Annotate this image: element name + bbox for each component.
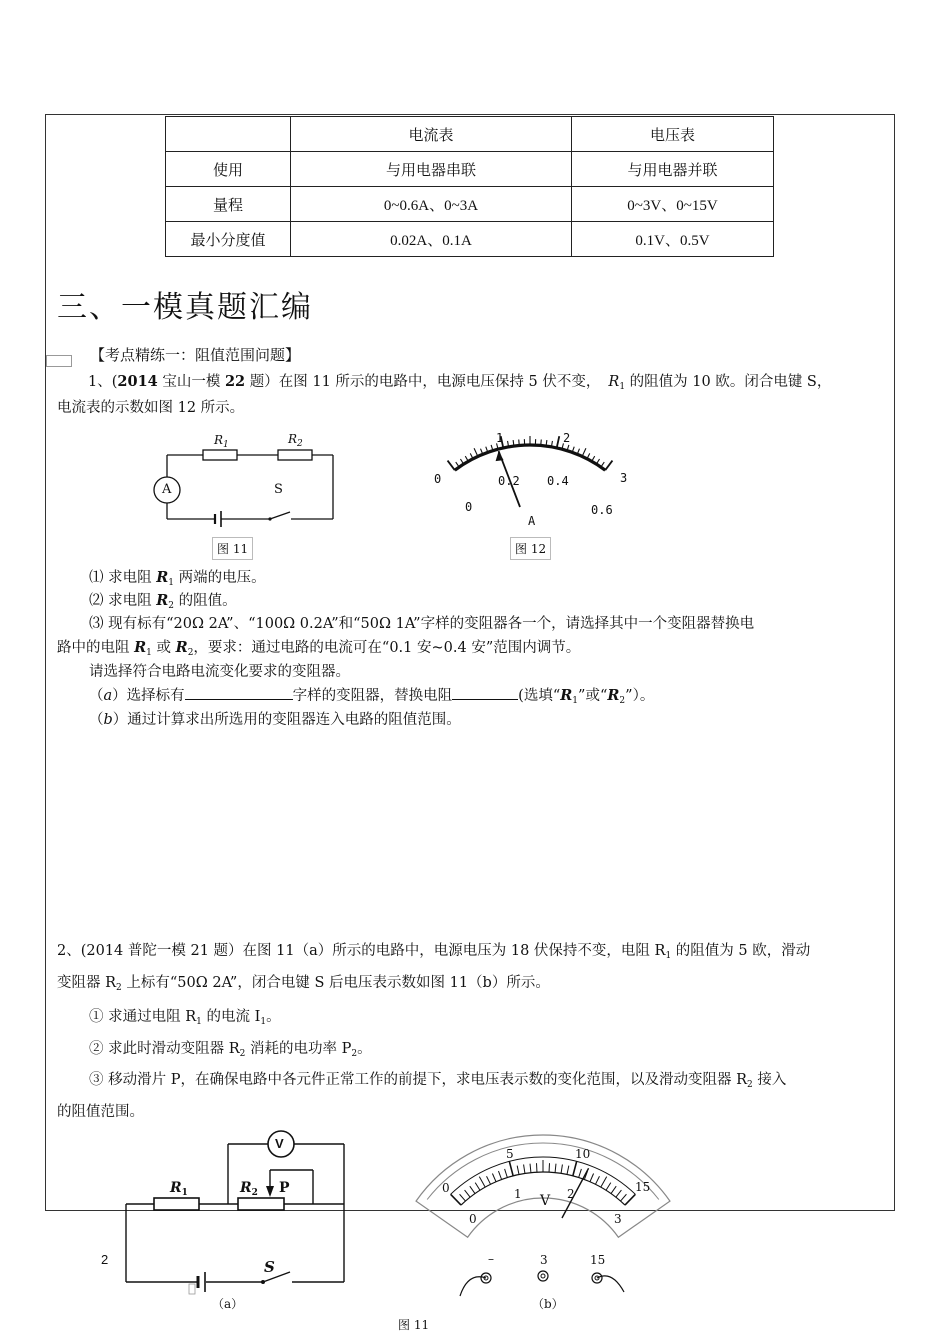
r1-label: $R_1$ — [214, 433, 229, 450]
table-cell: 0~0.6A、0~3A — [291, 187, 572, 222]
dial12-unit: A — [528, 514, 536, 528]
dial12-label-1: 1 — [496, 431, 504, 445]
dialv-unit: V — [540, 1193, 551, 1209]
q2-voltmeter-label: V — [275, 1136, 284, 1151]
q1-part2: ⑵ 求电阻 $R_2$ 的阻值。 — [89, 592, 237, 611]
dial12-label-zero-low: 0 — [465, 500, 473, 514]
q1-part3-line1: ⑶ 现有标有“20Ω 2A”、“100Ω 0.2A”和“50Ω 1A”字样的变阻器各一个，请选择其中一个变阻器替换电 — [89, 616, 755, 632]
dialv-tick — [595, 1176, 599, 1184]
dialv-tick — [498, 1171, 501, 1179]
dialv-wire-right — [597, 1276, 624, 1292]
dial12-label-06: 0.6 — [591, 503, 613, 517]
terminal-negative-label: – — [488, 1252, 494, 1266]
dialv-upper-5: 5 — [506, 1147, 514, 1161]
dial12-label-0: 0 — [434, 472, 442, 486]
q2-line2: 变阻器 $R_2$ 上标有“50Ω 2A”，闭合电键 S 后电压表示数如图 11（b）所示。 — [57, 975, 550, 993]
q1-part-b: （b）通过计算求出所选用的变阻器连入电路的阻值范围。 — [89, 712, 461, 728]
dialv-tick — [625, 1194, 635, 1205]
section-title: 三、一模真题汇编 — [57, 290, 313, 325]
dialv-tick — [460, 1194, 466, 1201]
q1-part3-line3: 请选择符合电路电流变化要求的变阻器。 — [89, 664, 350, 680]
dialv-lower-3: 3 — [614, 1212, 622, 1226]
table-cell: 最小分度值 — [166, 222, 291, 257]
table-header-cell: 电压表 — [572, 117, 774, 152]
terminal-3-label: 3 — [540, 1253, 548, 1267]
dialv-terminal-core — [541, 1274, 545, 1278]
dial12-label-04: 0.4 — [547, 474, 569, 488]
r2-label: $R_2$ — [288, 432, 303, 449]
dialv-tick — [492, 1174, 496, 1182]
q2-part2: ② 求此时滑动变阻器 $R_2$ 消耗的电功率 $P_2$。 — [89, 1041, 372, 1059]
dialv-tick — [621, 1194, 627, 1201]
q2-fig-caption: 图 11 — [398, 1318, 430, 1332]
q2-part1: ① 求通过电阻 $R_1$ 的电流 $I_1$。 — [89, 1009, 281, 1027]
q2-r1-label: $R_1$ — [170, 1180, 188, 1198]
dialv-tick — [601, 1177, 607, 1187]
dialv-needle — [562, 1168, 589, 1218]
q2-line1: 2、(2014 普陀一模 21 题）在图 11（a）所示的电路中，电源电压为 18 伏保持不变，电阻 $R_1$ 的阻值为 5 欧，滑动 — [57, 943, 811, 961]
q2-figb-caption: （b） — [532, 1297, 564, 1311]
dialv-tick — [487, 1176, 491, 1184]
dialv-tick — [579, 1169, 582, 1178]
dialv-tick — [561, 1164, 562, 1173]
dialv-tick — [590, 1174, 594, 1182]
q2-part3-line2: 的阻值范围。 — [57, 1104, 144, 1120]
dialv-lower-0: 0 — [469, 1212, 477, 1226]
q2-r2-label: $R_2$ — [240, 1180, 258, 1198]
dialv-tick — [611, 1186, 616, 1193]
terminal-15-label: 15 — [590, 1253, 606, 1267]
dialv-tick — [479, 1177, 485, 1187]
dialv-tick — [475, 1183, 480, 1191]
dialv-tick — [616, 1190, 622, 1197]
dialv-tick — [555, 1164, 556, 1173]
q2-slider-label: P — [279, 1180, 290, 1196]
dialv-terminal — [538, 1271, 548, 1281]
q1-line2: 电流表的示数如图 12 所示。 — [57, 400, 245, 416]
q1-line1: 1、(2014 宝山一模 22 题）在图 11 所示的电路中，电源电压保持 5 伏不变， $R_1$ 的阻值为 10 欧。闭合电键 S， — [88, 373, 832, 392]
switch-label: S — [274, 482, 283, 497]
dialv-upper-15: 15 — [635, 1180, 651, 1194]
fig11-caption: 图 11 — [212, 537, 253, 560]
dialv-tick — [509, 1161, 513, 1176]
dial12-label-3: 3 — [620, 471, 628, 485]
dial12-label-02: 0.2 — [498, 474, 520, 488]
dialv-tick — [517, 1166, 519, 1175]
table-cell: 量程 — [166, 187, 291, 222]
dialv-housing — [416, 1135, 670, 1237]
table-cell: 与用电器并联 — [572, 152, 774, 187]
dialv-tick — [465, 1190, 471, 1197]
dialv-upper-0: 0 — [442, 1181, 450, 1195]
table-cell: 0.1V、0.5V — [572, 222, 774, 257]
dialv-upper-10: 10 — [575, 1147, 591, 1161]
dialv-lower-1: 1 — [514, 1187, 522, 1201]
q1-part3-line2: 路中的电阻 $R_1$ 或 $R_2$，要求：通过电路的电流可在“0.1 安~0.4 安”范围内调节。 — [57, 639, 581, 658]
dialv-tick — [505, 1169, 508, 1178]
ammeter-label: A — [162, 482, 172, 497]
table-cell: 与用电器串联 — [291, 152, 572, 187]
dialv-tick — [530, 1164, 531, 1173]
dialv-tick — [567, 1166, 569, 1175]
q1-part1: ⑴ 求电阻 $R_1$ 两端的电压。 — [89, 569, 266, 588]
q2-part3: ③ 移动滑片 P，在确保电路中各元件正常工作的前提下，求电压表示数的变化范围，以及滑动变阻器 $R_2$ 接入 — [89, 1072, 787, 1090]
table-cell: 0.02A、0.1A — [291, 222, 572, 257]
topic-heading: 【考点精练一：阻值范围问题】 — [90, 346, 301, 364]
table-cell: 0~3V、0~15V — [572, 187, 774, 222]
page-number: 2 — [101, 1252, 109, 1267]
dialv-lower-2: 2 — [567, 1187, 575, 1201]
q2-figa-caption: （a） — [212, 1297, 244, 1311]
q1-part-a: （a）选择标有 字样的变阻器，替换电阻 (选填“$R_1$”或“$R_2$”）。 — [89, 687, 655, 706]
dialv-tick — [451, 1194, 461, 1205]
dialv-tick — [470, 1186, 475, 1193]
dial12-label-2: 2 — [563, 431, 571, 445]
table-header-cell: 电流表 — [291, 117, 572, 152]
dialv-tick — [606, 1183, 611, 1191]
fig12-caption: 图 12 — [510, 537, 551, 560]
table-cell: 使用 — [166, 152, 291, 187]
dialv-tick — [573, 1161, 577, 1176]
dialv-wire-left — [460, 1277, 486, 1296]
q2-switch-label: S — [264, 1258, 275, 1276]
dialv-tick — [524, 1164, 525, 1173]
